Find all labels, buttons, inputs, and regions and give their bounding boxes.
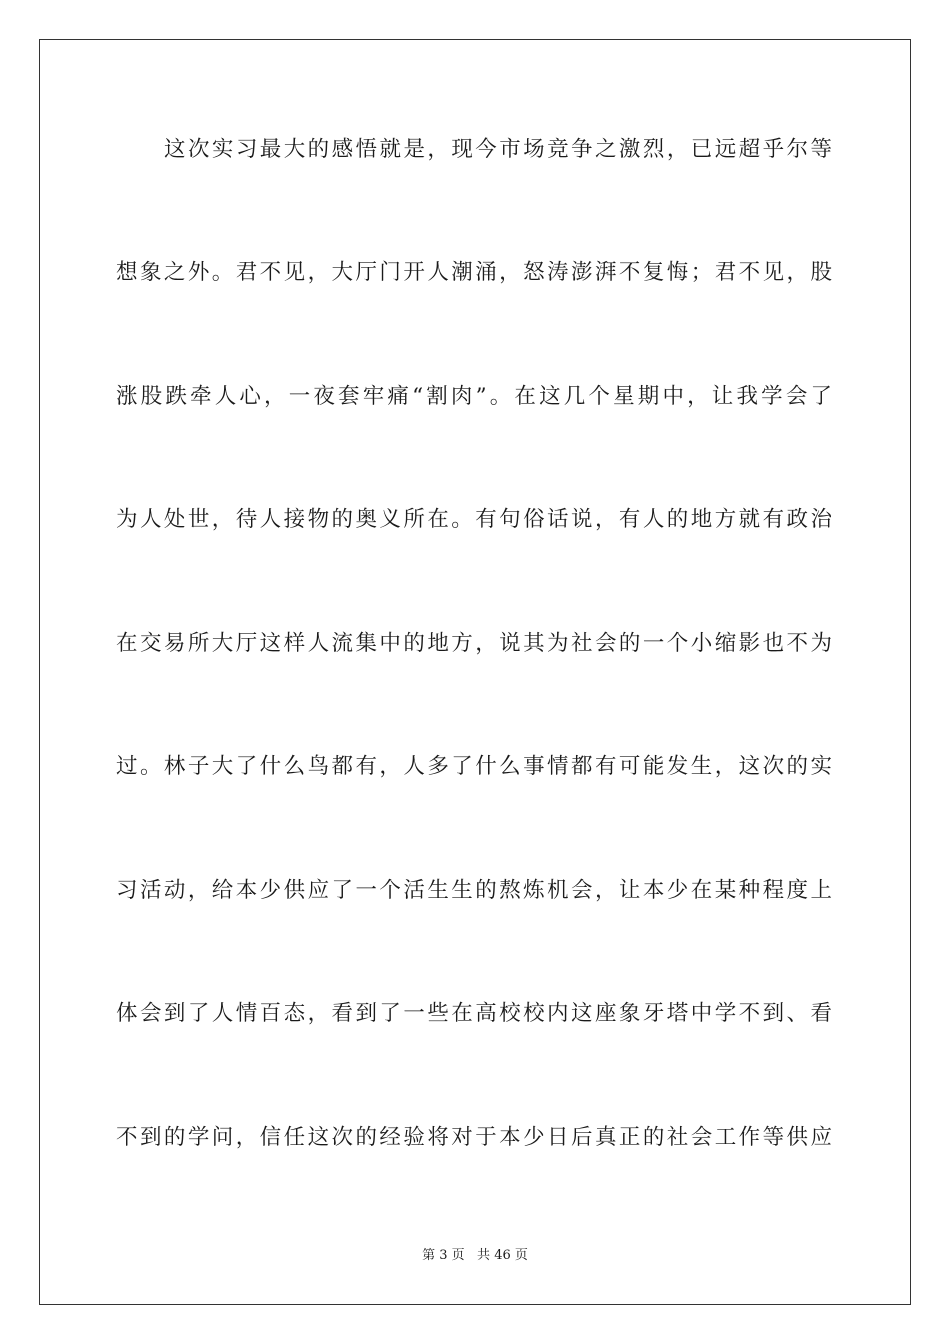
paragraph-line: 想象之外。君不见，大厅门开人潮涌，怒涛澎湃不复悔；君不见，股: [116, 260, 835, 285]
paragraph-line: 过。林子大了什么鸟都有，人多了什么事情都有可能发生，这次的实: [116, 754, 835, 779]
page-number-footer: 第 3 页 共 46 页: [422, 1248, 528, 1263]
paragraph-line: 不到的学问，信任这次的经验将对于本少日后真正的社会工作等供应: [116, 1125, 835, 1150]
paragraph-line: 习活动，给本少供应了一个活生生的熬炼机会，让本少在某种程度上: [116, 878, 835, 903]
paragraph-line: 涨股跌牵人心，一夜套牢痛“割肉”。在这几个星期中，让我学会了: [116, 384, 836, 409]
paragraph-line: 为人处世，待人接物的奥义所在。有句俗话说，有人的地方就有政治: [116, 507, 835, 532]
paragraph-line: 这次实习最大的感悟就是，现今市场竞争之激烈，已远超乎尔等: [164, 137, 835, 162]
page-border: [39, 39, 911, 1305]
paragraph-line: 在交易所大厅这样人流集中的地方，说其为社会的一个小缩影也不为: [116, 631, 835, 656]
paragraph-line: 体会到了人情百态，看到了一些在高校校内这座象牙塔中学不到、看: [116, 1001, 835, 1026]
